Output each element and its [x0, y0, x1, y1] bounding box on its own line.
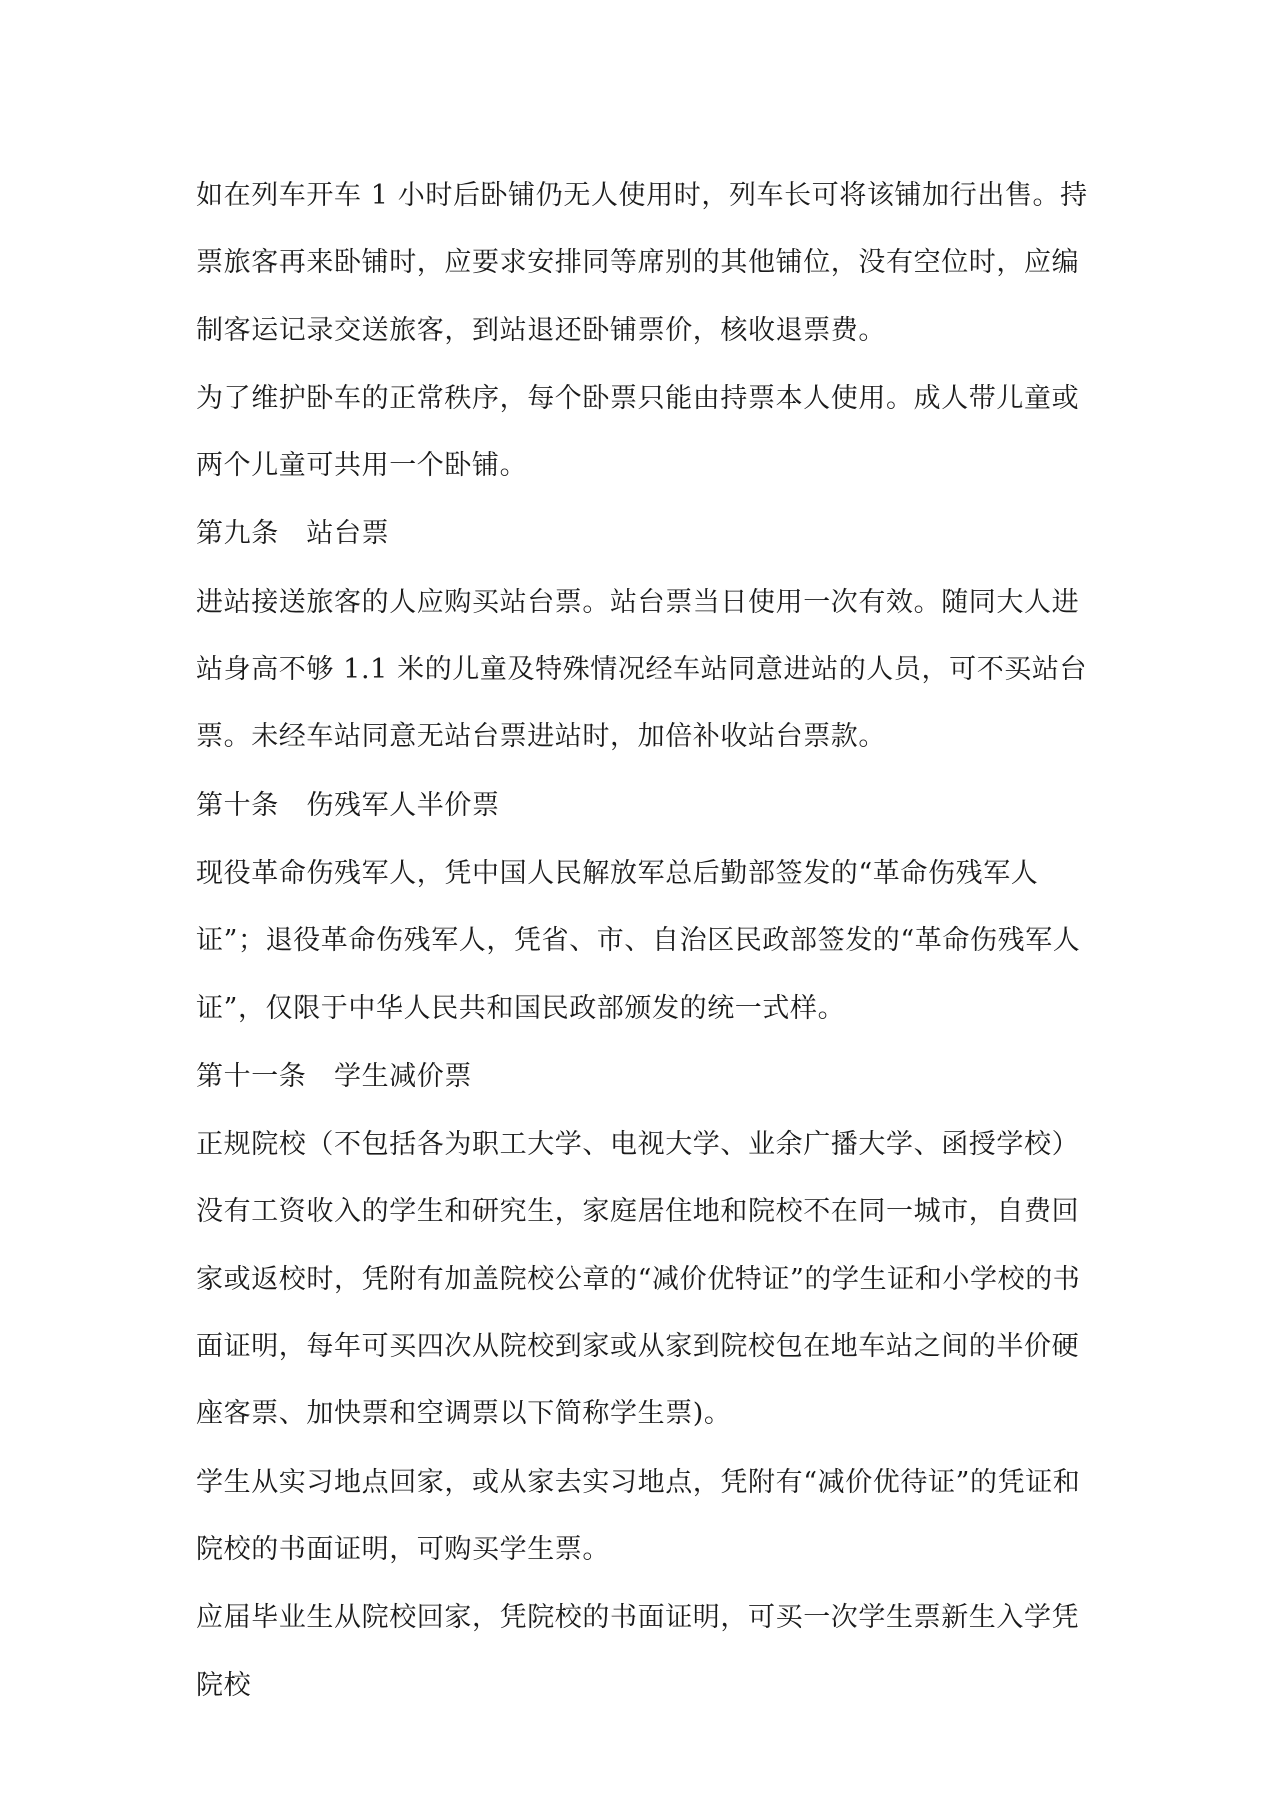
paragraph-sleeper-usage: 为了维护卧车的正常秩序，每个卧票只能由持票本人使用。成人带儿童或两个儿童可共用一个卧铺。	[196, 382, 1080, 482]
paragraph-sleeper-resale: 如在列车开车 1 小时后卧铺仍无人使用时，列车长可将该铺加行出售。持票旅客再来卧铺时，应要求安排同等席别的其他铺位，没有空位时，应编制客运记录交送旅客，到站退还卧铺票价，核收退票费。	[196, 180, 1088, 346]
heading-article-11: 第十一条 学生减价票	[196, 1060, 472, 1092]
heading-article-9: 第九条 站台票	[196, 518, 390, 550]
paragraph-student-eligibility: 正规院校（不包括各为职工大学、电视大学、业余广播大学、函授学校）没有工资收入的学生和研究生，家庭居住地和院校不在同一城市，自费回家或返校时，凭附有加盖院校公章的“减价优特证”的学生证和小学校的书面证明，每年可买四次从院校到家或从家到院校包在地车站之间的半价硬座客票、加快票和空调票以下简称学生票)。	[196, 1129, 1081, 1430]
paragraph-student-internship: 学生从实习地点回家，或从家去实习地点，凭附有“减价优待证”的凭证和院校的书面证明，可购买学生票。	[196, 1466, 1081, 1565]
paragraph-platform-ticket: 进站接送旅客的人应购买站台票。站台票当日使用一次有效。随同大人进站身高不够 1.1 米的儿童及特殊情况经车站同意进站的人员，可不买站台票。未经车站同意无站台票进站时，加倍补收站台票款。	[196, 586, 1088, 753]
heading-article-10: 第十条 伤残军人半价票	[196, 789, 500, 821]
paragraph-graduates: 应届毕业生从院校回家，凭院校的书面证明，可买一次学生票新生入学凭院校	[196, 1602, 1080, 1701]
document-body	[196, 162, 1096, 1720]
paragraph-disabled-soldier: 现役革命伤残军人，凭中国人民解放军总后勤部签发的“革命伤残军人证”；退役革命伤残军人，凭省、市、自治区民政部签发的“革命伤残军人证”，仅限于中华人民共和国民政部颁发的统一式样。	[196, 857, 1081, 1024]
